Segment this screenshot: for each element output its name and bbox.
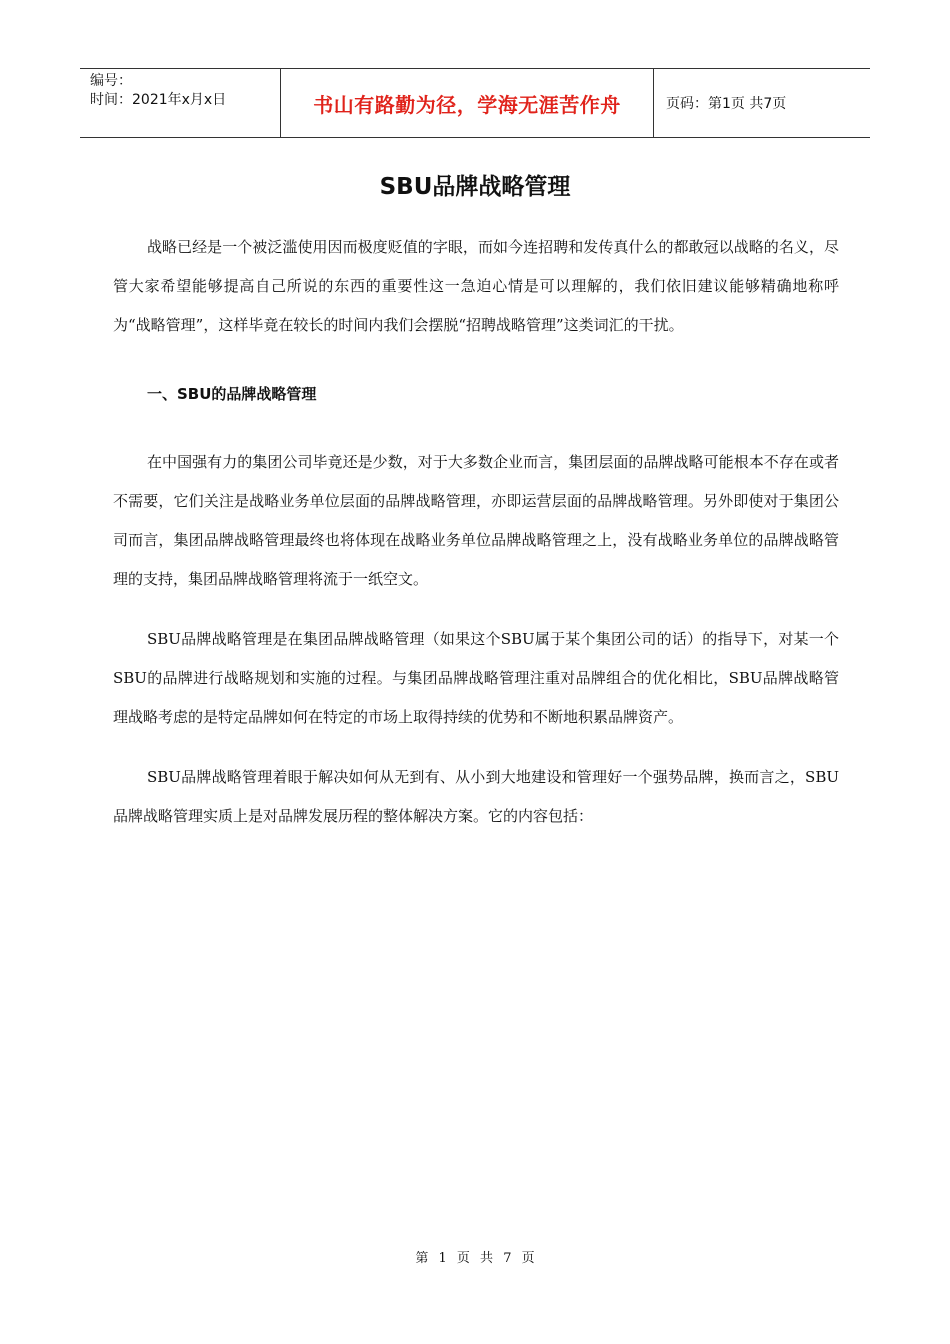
- number-label: 编号：: [90, 73, 132, 89]
- document-body: [113, 228, 839, 836]
- document-title: SBU品牌战略管理: [379, 174, 571, 200]
- motto-text: 书山有路勤为径，学海无涯苦作舟: [313, 92, 621, 117]
- paragraph-intro: 战略已经是一个被泛滥使用因而极度贬值的字眼，而如今连招聘和发传真什么的都敢冠以战略的名义，尽管大家希望能够提高自己所说的东西的重要性这一急迫心情是可以理解的，我们依旧建议能够精确地称呼为“战略管理”，这样毕竟在较长的时间内我们会摆脱“招聘战略管理”这类词汇的干扰。: [113, 238, 839, 334]
- header-page-cell: [654, 69, 870, 137]
- header-motto-cell: [280, 69, 654, 137]
- page-footer: 第 1 页 共 7 页: [415, 1251, 535, 1266]
- header-info-cell: [80, 69, 280, 137]
- header-table: [80, 68, 870, 138]
- paragraph-group-vs-sbu: 在中国强有力的集团公司毕竟还是少数，对于大多数企业而言，集团层面的品牌战略可能根本不存在或者不需要，它们关注是战略业务单位层面的品牌战略管理，亦即运营层面的品牌战略管理。另外即使对于集团公司而言，集团品牌战略管理最终也将体现在战略业务单位品牌战略管理之上，没有战略业务单位的品牌战略管理的支持，集团品牌战略管理将流于一纸空文。: [113, 453, 839, 588]
- paragraph-sbu-definition: SBU品牌战略管理是在集团品牌战略管理（如果这个SBU属于某个集团公司的话）的指导下，对某一个SBU的品牌进行战略规划和实施的过程。与集团品牌战略管理注重对品牌组合的优化相比，SBU品牌战略管理战略考虑的是特定品牌如何在特定的市场上取得持续的优势和不断地积累品牌资产。: [113, 630, 839, 726]
- time-label: 时间：2021年x月x日: [90, 92, 227, 108]
- paragraph-sbu-content: SBU品牌战略管理着眼于解决如何从无到有、从小到大地建设和管理好一个强势品牌，换而言之，SBU品牌战略管理实质上是对品牌发展历程的整体解决方案。它的内容包括：: [113, 768, 839, 825]
- page-code: 页码：第1页 共7页: [666, 96, 787, 112]
- section-heading: 一、SBU的品牌战略管理: [147, 385, 317, 403]
